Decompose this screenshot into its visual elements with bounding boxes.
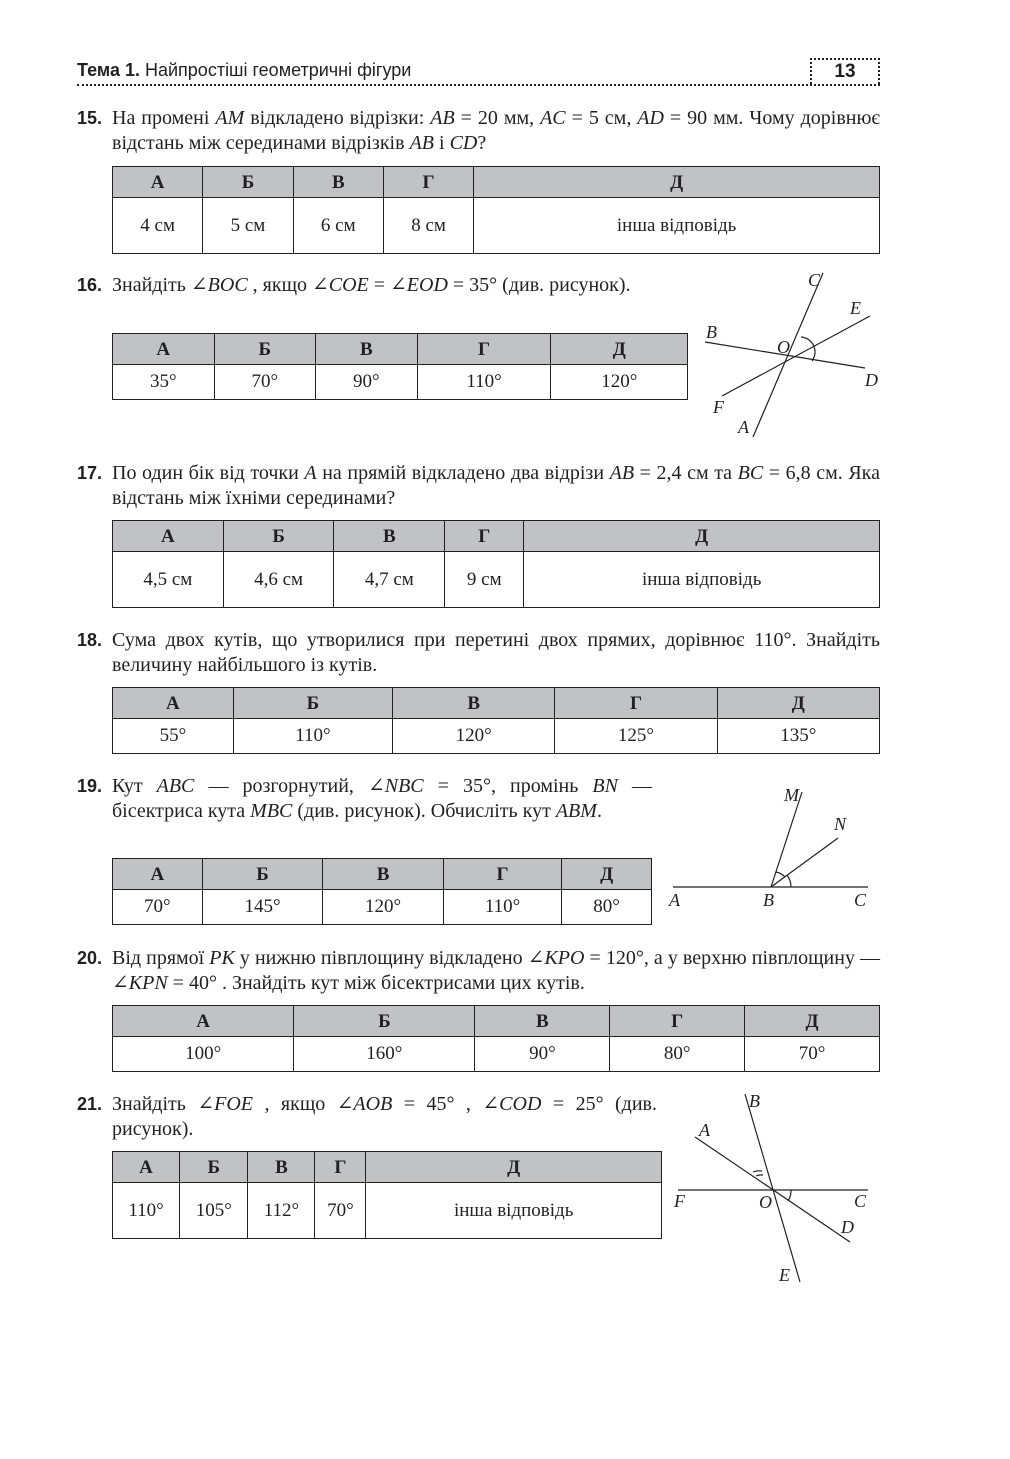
answer-letter: В bbox=[475, 1006, 610, 1037]
angle-mark-nbc bbox=[787, 875, 791, 887]
task-17 bbox=[77, 461, 880, 611]
label-c: C bbox=[808, 270, 821, 290]
answer-table bbox=[112, 687, 880, 754]
answer-table bbox=[112, 1151, 662, 1239]
figure-16 bbox=[695, 265, 895, 445]
answer-table bbox=[112, 520, 880, 608]
answer-letter: А bbox=[113, 688, 234, 719]
label-m: M bbox=[784, 785, 799, 805]
answer-option: 105° bbox=[180, 1183, 248, 1239]
answer-option: інша відповідь bbox=[366, 1183, 662, 1239]
answer-option: 70° bbox=[214, 365, 316, 400]
label-e: E bbox=[850, 298, 861, 318]
task-number: 15. bbox=[77, 108, 103, 128]
answer-letter: Д bbox=[366, 1152, 662, 1183]
answer-values-row bbox=[113, 1183, 662, 1239]
answer-option: 80° bbox=[610, 1037, 745, 1072]
answer-option: 110° bbox=[113, 1183, 180, 1239]
answer-option: 110° bbox=[233, 719, 392, 754]
label-f: F bbox=[674, 1191, 685, 1211]
task-number: 20. bbox=[77, 948, 103, 968]
task-question: Знайдіть ∠FOE , якщо ∠AOB = 45° , ∠COD = 25° (див. рисунок). bbox=[112, 1093, 657, 1140]
line-be bbox=[745, 1094, 800, 1282]
answer-letter: Д bbox=[745, 1006, 880, 1037]
answer-option: 70° bbox=[113, 890, 203, 925]
answer-option: 5 см bbox=[203, 198, 293, 254]
answer-option: 90° bbox=[316, 365, 418, 400]
answer-letter: Д bbox=[551, 334, 688, 365]
angle-mark-mbn bbox=[776, 872, 785, 877]
label-f: F bbox=[713, 397, 724, 417]
answer-letter: В bbox=[293, 167, 383, 198]
answer-option: 145° bbox=[202, 890, 323, 925]
answer-table bbox=[112, 858, 652, 925]
angle-mark-cod bbox=[788, 1190, 791, 1201]
answer-letter: Г bbox=[383, 167, 473, 198]
answer-letter: Д bbox=[474, 167, 880, 198]
answer-values-row bbox=[113, 1037, 880, 1072]
answer-table bbox=[112, 166, 880, 254]
answer-letter: Б bbox=[233, 688, 392, 719]
answer-option: 70° bbox=[745, 1037, 880, 1072]
answer-option: 9 см bbox=[445, 552, 524, 608]
answer-letter: Б bbox=[223, 521, 334, 552]
label-c: C bbox=[854, 1191, 867, 1211]
ray-bm bbox=[771, 792, 802, 887]
answer-option: 110° bbox=[417, 365, 551, 400]
ray-bn bbox=[771, 838, 838, 887]
label-c: C bbox=[854, 890, 867, 910]
answer-letter: Б bbox=[202, 859, 323, 890]
answer-letter: Г bbox=[417, 334, 551, 365]
answer-letter: Д bbox=[524, 521, 880, 552]
answer-letter: Б bbox=[294, 1006, 475, 1037]
answer-option: 112° bbox=[248, 1183, 315, 1239]
answer-values-row bbox=[113, 719, 880, 754]
answer-option: 120° bbox=[393, 719, 555, 754]
page-number: 13 bbox=[810, 58, 880, 84]
answer-option: 120° bbox=[551, 365, 688, 400]
answer-option: інша відповідь bbox=[524, 552, 880, 608]
answer-letter: В bbox=[248, 1152, 315, 1183]
answer-letters-row bbox=[113, 521, 880, 552]
task-question: Кут ABC — розгорнутий, ∠NBC = 35°, промінь BN — бісектриса кута MBC (див. рисунок). Обчисліть кут ABM. bbox=[112, 775, 653, 822]
label-b: B bbox=[749, 1091, 760, 1111]
answer-option: 160° bbox=[294, 1037, 475, 1072]
answer-letter: А bbox=[113, 167, 203, 198]
figure-19 bbox=[665, 780, 885, 915]
answer-option: 120° bbox=[323, 890, 444, 925]
answer-letter: Д bbox=[717, 688, 879, 719]
task-number: 19. bbox=[77, 776, 103, 796]
task-21 bbox=[77, 1092, 677, 1242]
label-a: A bbox=[669, 890, 680, 910]
answer-option: 125° bbox=[555, 719, 717, 754]
task-number: 16. bbox=[77, 275, 103, 295]
label-d: D bbox=[841, 1217, 854, 1237]
answer-letters-row bbox=[113, 859, 652, 890]
label-o: O bbox=[777, 337, 790, 357]
answer-option: 135° bbox=[717, 719, 879, 754]
task-number: 21. bbox=[77, 1094, 103, 1114]
answer-letters-row bbox=[113, 334, 688, 365]
answer-letter: А bbox=[113, 334, 215, 365]
answer-table bbox=[112, 333, 688, 400]
label-a: A bbox=[699, 1120, 710, 1140]
task-question: Знайдіть ∠BOC , якщо ∠COE = ∠EOD = 35° (див. рисунок). bbox=[112, 274, 631, 296]
label-n: N bbox=[834, 814, 847, 834]
answer-letter: Г bbox=[443, 859, 561, 890]
answer-option: 4,5 см bbox=[113, 552, 224, 608]
answer-letter: В bbox=[316, 334, 418, 365]
answer-letter: Б bbox=[180, 1152, 248, 1183]
answer-letters-row bbox=[113, 1006, 880, 1037]
answer-letters-row bbox=[113, 1152, 662, 1183]
task-18 bbox=[77, 628, 880, 758]
answer-letter: Г bbox=[315, 1152, 366, 1183]
answer-letters-row bbox=[113, 688, 880, 719]
answer-letter: А bbox=[113, 521, 224, 552]
answer-letter: Д bbox=[562, 859, 652, 890]
answer-letter: Г bbox=[445, 521, 524, 552]
topic-label: Тема 1. bbox=[77, 60, 140, 80]
task-number: 17. bbox=[77, 463, 103, 483]
label-e: E bbox=[779, 1265, 790, 1285]
answer-option: 100° bbox=[113, 1037, 294, 1072]
topic-title bbox=[77, 60, 411, 81]
label-d: D bbox=[865, 370, 878, 390]
answer-table bbox=[112, 1005, 880, 1072]
label-o: O bbox=[759, 1192, 772, 1212]
answer-letter: Б bbox=[214, 334, 316, 365]
answer-option: інша відповідь bbox=[474, 198, 880, 254]
answer-option: 110° bbox=[443, 890, 561, 925]
answer-letter: Б bbox=[203, 167, 293, 198]
answer-letter: В bbox=[334, 521, 445, 552]
answer-option: 8 см bbox=[383, 198, 473, 254]
task-20 bbox=[77, 946, 880, 1076]
answer-option: 4,7 см bbox=[334, 552, 445, 608]
answer-letter: А bbox=[113, 1152, 180, 1183]
task-question: Від прямої PK у нижню півплощину відкладено ∠KPO = 120°, а у верхню півплощину — ∠KPN = 40° . Знайдіть кут між бісектрисами цих кутів. bbox=[112, 947, 881, 994]
line-ef bbox=[722, 316, 870, 396]
answer-values-row bbox=[113, 365, 688, 400]
answer-option: 35° bbox=[113, 365, 215, 400]
answer-values-row bbox=[113, 890, 652, 925]
task-question: По один бік від точки A на прямій відкладено два відрізи AB = 2,4 см та BC = 6,8 см. Яка відстань між їхніми серединами? bbox=[112, 462, 880, 509]
answer-option: 55° bbox=[113, 719, 234, 754]
angle-mark-aob-2 bbox=[756, 1175, 763, 1176]
answer-letter: Г bbox=[555, 688, 717, 719]
task-question: Сума двох кутів, що утворилися при перетині двох прямих, дорівнює 110°. Знайдіть величину найбільшого із кутів. bbox=[112, 629, 880, 676]
answer-option: 80° bbox=[562, 890, 652, 925]
answer-letter: А bbox=[113, 859, 203, 890]
task-15 bbox=[77, 106, 880, 256]
label-b: B bbox=[763, 890, 774, 910]
answer-letter: В bbox=[393, 688, 555, 719]
answer-letters-row bbox=[113, 167, 880, 198]
answer-letter: А bbox=[113, 1006, 294, 1037]
answer-option: 90° bbox=[475, 1037, 610, 1072]
task-number: 18. bbox=[77, 630, 103, 650]
task-question: На промені AM відкладено відрізки: AB = 20 мм, AC = 5 см, AD = 90 мм. Чому дорівнює відстань між серединами відрізків AB і CD? bbox=[112, 107, 881, 154]
topic-name: Найпростіші геометричні фігури bbox=[139, 60, 412, 80]
answer-values-row bbox=[113, 552, 880, 608]
label-b: B bbox=[706, 322, 717, 342]
figure-21 bbox=[668, 1090, 883, 1290]
answer-option: 70° bbox=[315, 1183, 366, 1239]
answer-option: 4 см bbox=[113, 198, 203, 254]
answer-option: 6 см bbox=[293, 198, 383, 254]
answer-letter: Г bbox=[610, 1006, 745, 1037]
answer-letter: В bbox=[323, 859, 444, 890]
page-header bbox=[77, 58, 880, 86]
answer-values-row bbox=[113, 198, 880, 254]
answer-option: 4,6 см bbox=[223, 552, 334, 608]
angle-mark-aob bbox=[753, 1171, 762, 1172]
label-a: A bbox=[738, 417, 749, 437]
